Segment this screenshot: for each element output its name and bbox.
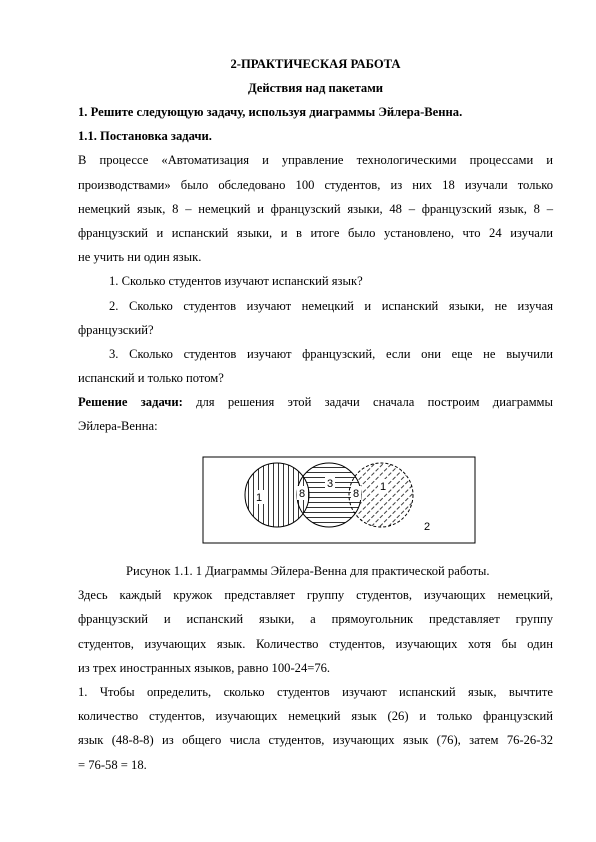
explanation-line-3: студентов, изучающих язык. Количество студентов, изучающих хотя бы один <box>78 637 553 651</box>
solution-label: Решение задачи: <box>78 395 183 409</box>
problem-line-4: французский и испанский языки, и в итоге было установлено, что 24 изучали <box>78 226 553 240</box>
solution-line-2: Эйлера-Венна: <box>78 419 158 433</box>
venn-diagram-figure <box>201 455 477 551</box>
problem-line-2: производствами» было обследовано 100 студентов, из них 18 изучали только <box>78 178 553 192</box>
step1-line-2: количество студентов, изучающих немецкий язык (26) и только французский <box>78 709 553 723</box>
solution-line-1 <box>78 394 553 410</box>
step1-line-1: 1. Чтобы определить, сколько студентов изучают испанский язык, вычтите <box>78 685 553 699</box>
question-3-line-1: 3. Сколько студентов изучают французский, если они еще не выучили <box>109 347 553 361</box>
question-3-line-2: испанский и только потом? <box>78 371 224 385</box>
label-no-language: 2 <box>423 521 431 533</box>
explanation-line-1: Здесь каждый кружок представляет группу студентов, изучающих немецкий, <box>78 588 553 602</box>
step1-line-4: = 76-58 = 18. <box>78 758 147 772</box>
explanation-line-2: французский и испанский языки, а прямоугольник представляет группу <box>78 612 553 626</box>
label-french-only: 3 <box>326 478 334 490</box>
page-title: 2-ПРАКТИЧЕСКАЯ РАБОТА <box>230 57 401 71</box>
label-german-french: 8 <box>298 488 306 500</box>
subsection-heading: 1.1. Постановка задачи. <box>78 129 212 143</box>
label-german-only: 1 <box>255 492 263 504</box>
step1-line-3: язык (48-8-8) из общего числа студентов, изучающих язык (76), затем 76-26-32 <box>78 733 553 747</box>
question-2-line-1: 2. Сколько студентов изучают немецкий и испанский языки, не изучая <box>109 299 553 313</box>
page-subtitle: Действия над пакетами <box>247 81 384 95</box>
problem-line-5: не учить ни один язык. <box>78 250 202 264</box>
problem-line-1: В процессе «Автоматизация и управление технологическими процессами и <box>78 153 553 167</box>
figure-caption: Рисунок 1.1. 1 Диаграммы Эйлера-Венна для практической работы. <box>126 564 490 578</box>
question-2-line-2: французский? <box>78 323 154 337</box>
section-heading: 1. Решите следующую задачу, используя диаграммы Эйлера-Венна. <box>78 105 463 119</box>
explanation-line-4: из трех иностранных языков, равно 100-24=76. <box>78 661 331 675</box>
problem-line-3: немецкий язык, 8 – немецкий и французский языки, 48 – французский язык, 8 – <box>78 202 553 216</box>
label-spanish-only: 1 <box>379 481 387 493</box>
label-french-spanish: 8 <box>352 488 360 500</box>
venn-diagram <box>201 455 477 547</box>
question-1: 1. Сколько студентов изучают испанский язык? <box>109 274 363 288</box>
solution-text: для решения этой задачи сначала построим диаграммы <box>182 395 553 409</box>
